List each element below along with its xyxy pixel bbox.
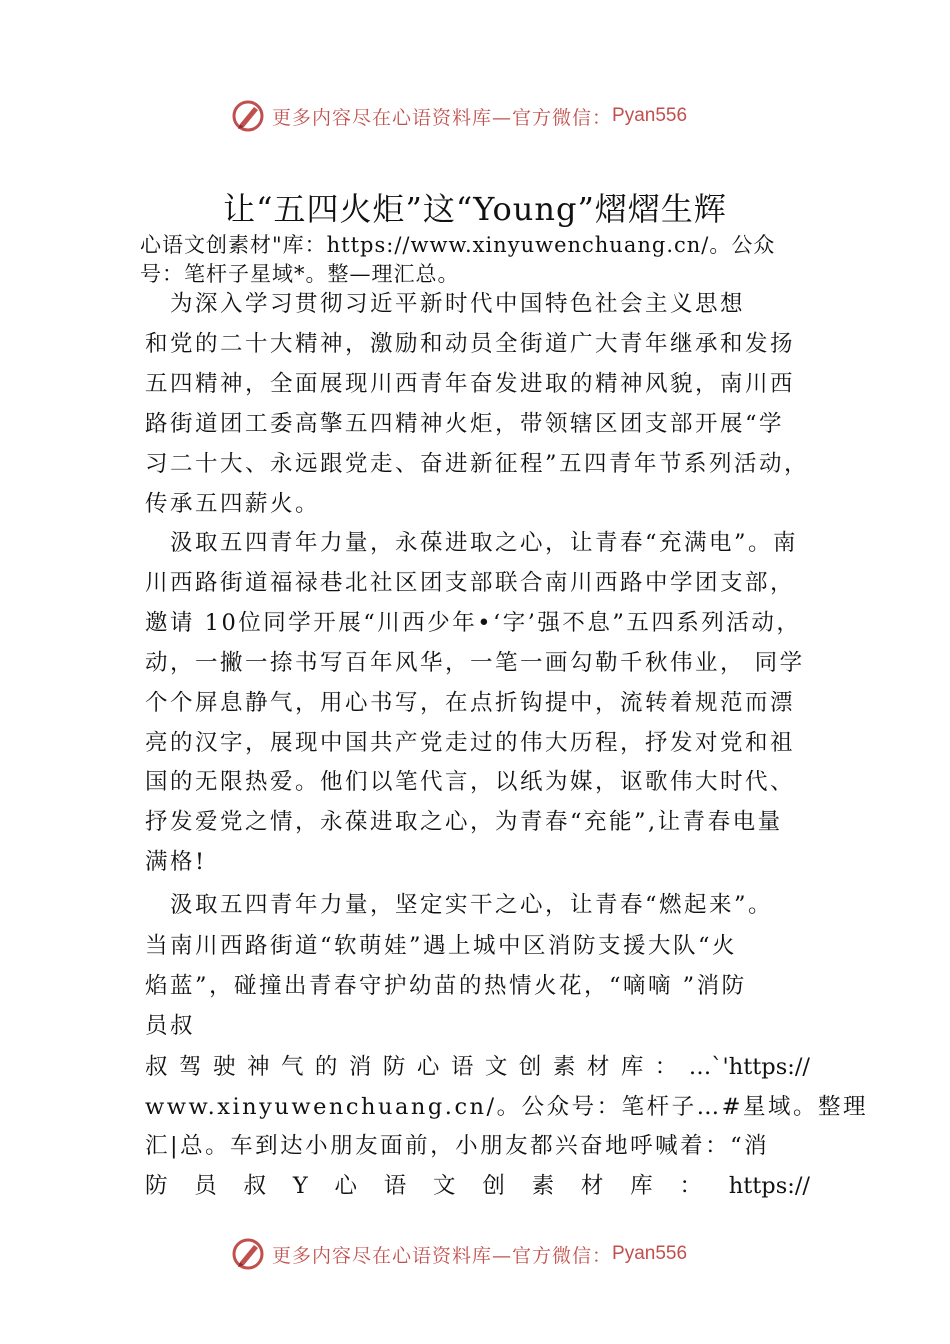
banner-wechat-id: Pyan556 <box>612 105 688 126</box>
body-line: 动，一撇一捺书写百年风华，一笔一画勾勒千秋伟业， 同学 <box>145 650 805 676</box>
body-line: 亮的汉字，展现中国共产党走过的伟大历程，抒发对党和祖 <box>145 730 796 756</box>
footer-banner <box>230 1234 750 1274</box>
body-line: 焰蓝”，碰撞出青春守护幼苗的热情火花，“嘀嘀 ”消防 <box>145 973 747 999</box>
body-line: 和党的二十大精神，激励和动员全街道广大青年继承和发扬 <box>145 331 796 357</box>
body-line: 传承五四薪火。 <box>145 491 321 517</box>
banner-text: 更多内容尽在心语资料库—官方微信： <box>272 106 613 129</box>
banner-wechat-id: Pyan556 <box>612 1243 688 1264</box>
body-line: 抒发爱党之情，永葆进取之心，为青春“充能”,让青春电量 <box>145 809 783 835</box>
document-title: 让“五四火炬”这“Young”熠熠生辉 <box>223 190 727 228</box>
pen-circle-logo-icon <box>230 1236 266 1272</box>
banner-text: 更多内容尽在心语资料库—官方微信： <box>272 1244 613 1267</box>
body-line: 川西路街道福禄巷北社区团支部联合南川西路中学团支部， <box>145 570 796 596</box>
header-banner <box>230 96 750 136</box>
body-line: 为深入学习贯彻习近平新时代中国特色社会主义思想 <box>145 291 746 317</box>
body-line: 国的无限热爱。他们以笔代言，以纸为媒，讴歌伟大时代、 <box>145 769 796 795</box>
body-line: 叔驾驶神气的消防心语文创素材库：…`'https:// <box>145 1054 810 1080</box>
body-line: 汇|总。车到达小朋友面前，小朋友都兴奋地呼喊着：“消 <box>145 1133 770 1159</box>
body-line: 路街道团工委高擎五四精神火炬，带领辖区团支部开展“学 <box>145 411 785 437</box>
body-line: www.xinyuwenchuang.cn/。公众号：笔杆子…#星域。整理 <box>145 1094 868 1120</box>
body-line: 习二十大、永远跟党走、奋进新征程”五四青年节系列活动， <box>145 451 810 477</box>
pen-circle-logo-icon <box>230 98 266 134</box>
body-line: 汲取五四青年力量，坚定实干之心，让青春“燃起来”。 <box>145 892 774 918</box>
body-line: 心语文创素材"库：https://www.xinyuwenchuang.cn/。公众 <box>140 233 776 257</box>
body-line: 当南川西路街道“软萌娃”遇上城中区消防支援大队“火 <box>145 933 738 959</box>
body-line: 员叔 <box>145 1013 196 1039</box>
body-line: 五四精神，全面展现川西青年奋发进取的精神风貌，南川西 <box>145 371 796 397</box>
body-line: 满格! <box>145 849 207 875</box>
body-line: 防员叔Y心语文创素材库：https:// <box>145 1173 810 1199</box>
body-line: 个个屏息静气，用心书写，在点折钩提中，流转着规范而漂 <box>145 690 796 716</box>
body-line: 号：笔杆子星域*。整—理汇总。 <box>140 262 460 286</box>
body-line: 邀请 10位同学开展“川西少年•‘字’强不息”五四系列活动， <box>145 610 802 636</box>
body-line: 汲取五四青年力量，永葆进取之心，让青春“充满电”。南 <box>145 530 799 556</box>
